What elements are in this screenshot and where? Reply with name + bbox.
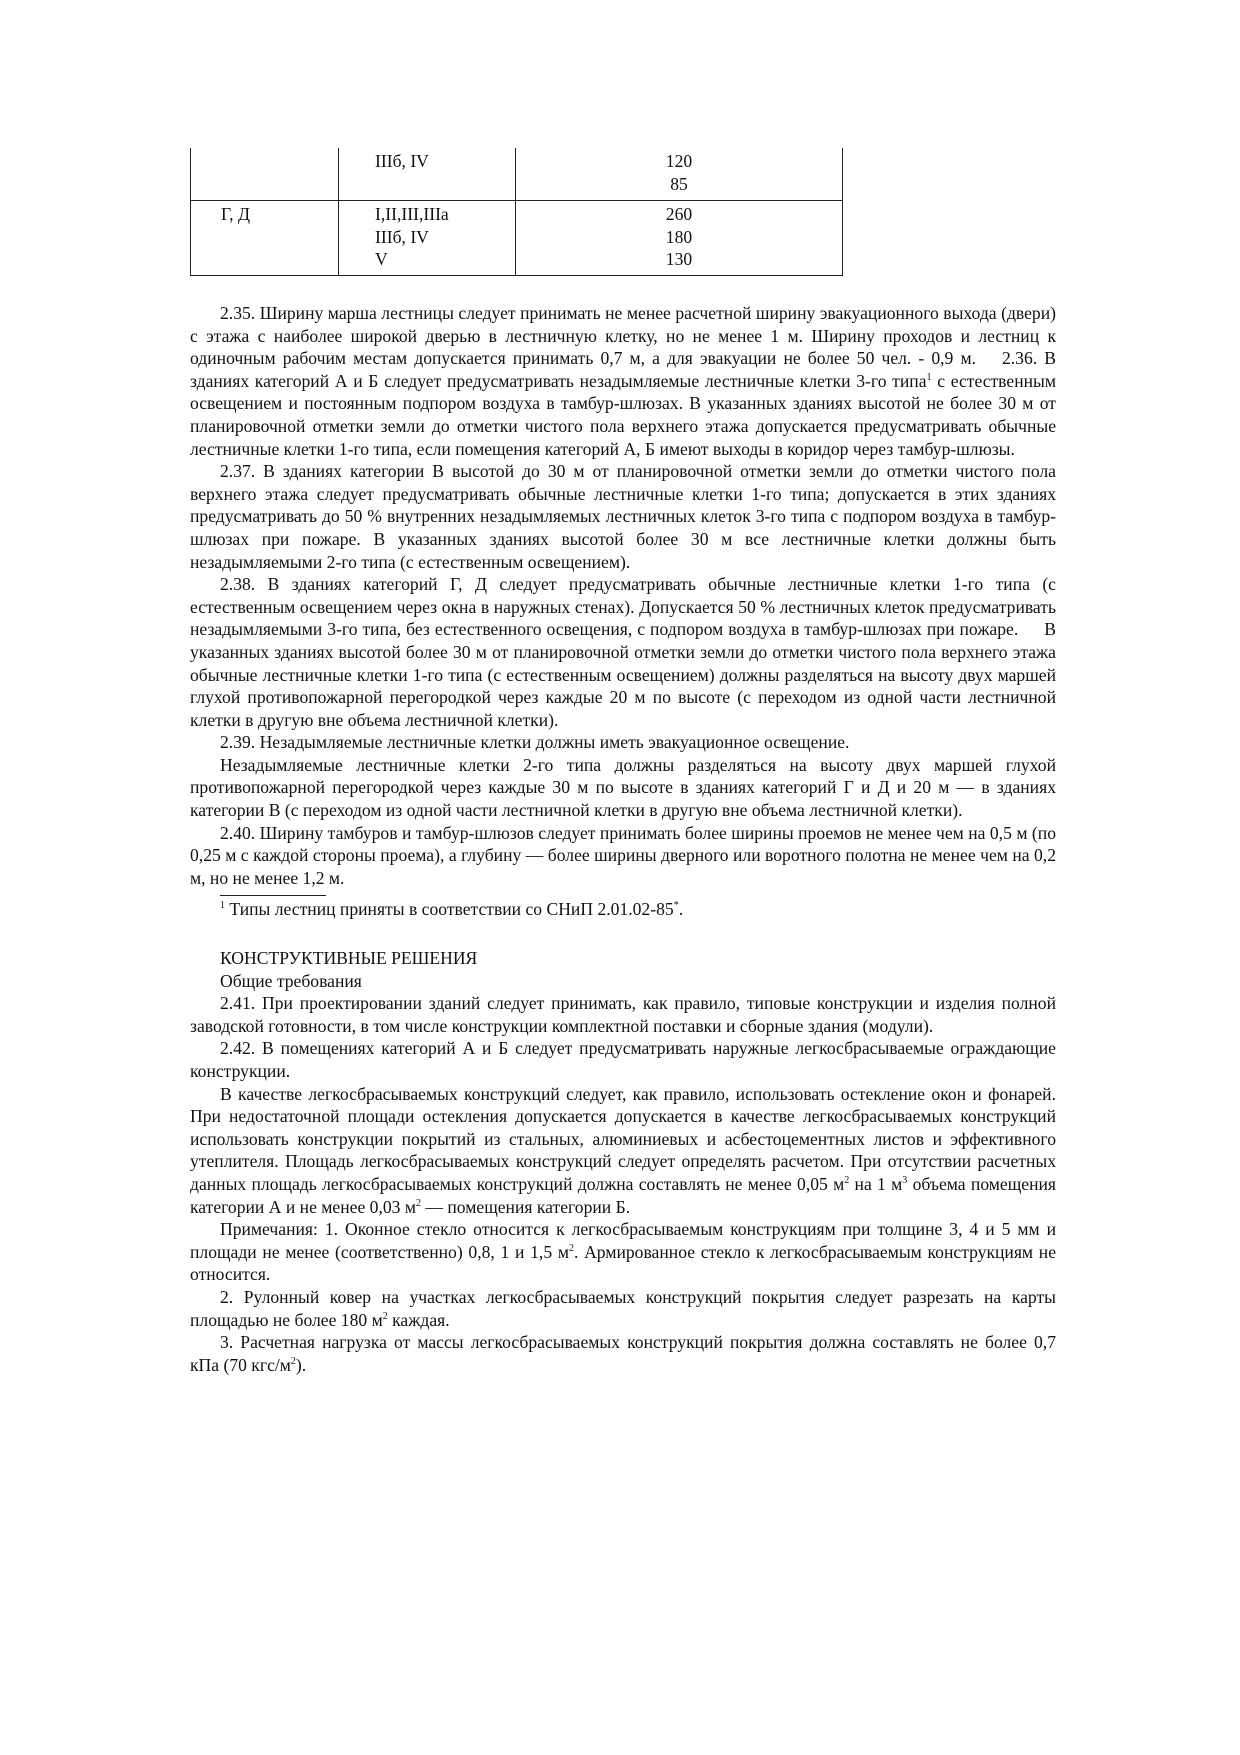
table-cell-text: IIIб, IV: [375, 151, 429, 171]
section-heading: КОНСТРУКТИВНЫЕ РЕШЕНИЯ: [220, 948, 478, 969]
paragraph-text: 2.35. Ширину марша лестницы следует принимать не менее расчетной ширину эвакуационного выхода (двери) с этажа с наиболее широкой дверью в лестничную клетку, но не менее 1 м. Ширину проходов и лестниц к одиночным рабочим местам допускается принимать 0,7 м, а для эвакуации не более 50 чел. - 0,9 м.: [190, 303, 1056, 369]
footnote-ref: 1: [926, 371, 932, 383]
table-cell-text: 260: [665, 204, 693, 224]
paragraph-text: 2. Рулонный ковер на участках легкосбрасываемых конструкций покрытия следует разрезать на карты площадью не более 180 м: [190, 1286, 1056, 1330]
superscript: 2: [415, 1197, 421, 1209]
paragraph-2-37: 2.37. В зданиях категории В высотой до 30 м от планировочной отметки земли до отметки чистого пола верхнего этажа следует предусматривать обычные лестничные клетки 1-го типа; допускается в этих зданиях предусматривать до 50 % внутренних незадымляемых лестничных клеток 3-го типа с подпором воздуха в тамбур-шлюзах при пожаре. В указанных зданиях высотой более 30 м все лестничные клетки должны быть незадымляемыми 2-го типа (с естественным освещением).: [190, 461, 1056, 572]
paragraph-text: Примечания: 1. Оконное стекло относится к легкосбрасываемым конструкциям при толщине 3, 4 и 5 мм и площади не менее (соответственно) 0,8, 1 и 1,5 м: [190, 1219, 1056, 1262]
paragraph-text: 2.36. В зданиях категорий А и Б следует предусматривать незадымляемые лестничные клетки 3-го типа: [190, 348, 1057, 391]
paragraph-2-41: 2.41. При проектировании зданий следует принимать, как правило, типовые конструкции и изделия полной заводской готовности, в том числе конструкции комплектной поставки и сборные здания (модули).: [190, 993, 1056, 1036]
paragraph-text: объема помещения категории А и не менее 0,03 м: [190, 1173, 1056, 1217]
table-cell-text: V: [375, 249, 388, 270]
paragraph-2-42: 2.42. В помещениях категорий А и Б следует предусматривать наружные легкосбрасываемые ограждающие конструкции.: [190, 1038, 1056, 1081]
note-1: [190, 1218, 1056, 1286]
continued-table: [190, 148, 843, 276]
paragraph-2-39: 2.39. Незадымляемые лестничные клетки должны иметь эвакуационное освещение.: [220, 732, 850, 753]
section-subheading: Общие требования: [220, 970, 362, 991]
table-cell-text: 180: [665, 226, 693, 247]
paragraph-2-40: 2.40. Ширину тамбуров и тамбур-шлюзов следует принимать более ширины проемов не менее чем на 0,5 м (по 0,25 м с каждой стороны проема), а глубину — более ширины дверного или воротного полотна не менее чем на 0,2 м, но не менее 1,2 м.: [190, 822, 1056, 888]
superscript: 2: [290, 1355, 296, 1367]
superscript: 3: [902, 1174, 908, 1186]
paragraph-text: 2.38. В зданиях категорий Г, Д следует предусматривать обычные лестничные клетки 1-го типа (с естественным освещением через окна в наружных стенах). Допускается 50 % лестничных клеток предусматривать незадымляемыми 3-го типа, без естественного освещения, с подпором воздуха в тамбур-шлюзах при пожаре.: [190, 574, 1056, 640]
paragraph-text: 3. Расчетная нагрузка от массы легкосбрасываемых конструкций покрытия должна составлять не более 0,7 кПа (70 кгс/м: [190, 1332, 1056, 1375]
paragraph-text: ).: [295, 1354, 307, 1375]
footnote-text: .: [678, 899, 684, 920]
paragraph-2-35: [190, 302, 1056, 460]
table-cell-category: [191, 148, 339, 201]
paragraph-2-38: [190, 573, 1056, 731]
body-text: [190, 302, 1056, 1376]
footnote: [220, 898, 1056, 921]
paragraph-text: — помещения категории Б.: [420, 1196, 631, 1217]
table-cell-value: [516, 148, 843, 201]
footnote-mark: 1: [220, 900, 225, 912]
paragraph-text: на 1 м: [849, 1173, 903, 1194]
paragraph-text: каждая.: [387, 1309, 450, 1330]
table-cell-category: [191, 201, 339, 276]
paragraph-text: с естественным освещением и постоянным подпором воздуха в тамбур-шлюзах. В указанных зданиях высотой не более 30 м от планировочной отметки земли до отметки чистого пола верхнего этажа допускается предусматривать обычные лестничные клетки 1-го типа, если помещения категорий А, Б имеют выходы в коридор через тамбур-шлюзы.: [190, 370, 1056, 459]
table-cell-text: I,II,III,IIIа: [375, 204, 449, 224]
table-cell-value: [516, 201, 843, 276]
superscript: 2: [382, 1310, 388, 1322]
paragraph-text: . Армированное стекло к легкосбрасываемым конструкциям не относится.: [190, 1241, 1057, 1285]
footnote-divider: [220, 895, 326, 896]
table-cell-fire-resistance: [339, 201, 516, 276]
footnote-star: *: [673, 900, 679, 912]
footnote-text: Типы лестниц приняты в соответствии со СНиП 2.01.02-85: [225, 899, 674, 920]
superscript: 2: [568, 1242, 574, 1254]
document-page: [190, 148, 1056, 1376]
note-2: [190, 1286, 1056, 1331]
table-cell-text: Г, Д: [221, 204, 250, 224]
table-cell-text: 85: [670, 173, 688, 194]
table-cell-text: 120: [665, 151, 693, 171]
paragraph-text: В указанных зданиях высотой более 30 м от планировочной отметки земли до отметки чистого пола верхнего этажа обычные лестничные клетки 1-го типа (с естественным освещением) должны разделяться на высоту двух маршей глухой противопожарной перегородкой через каждые 20 м по высоте (с переходом из одной части лестничной клетки в другую вне объема лестничной клетки).: [190, 619, 1056, 730]
table-cell-text: IIIб, IV: [375, 226, 429, 247]
table-row: [191, 148, 843, 201]
superscript: 2: [844, 1174, 850, 1186]
paragraph-text: В качестве легкосбрасываемых конструкций следует, как правило, использовать остекление окон и фонарей. При недостаточной площади остекления допускается допускается в качестве легкосбрасываемых конструкций использовать конструкции покрытий из стальных, алюминиевых и асбестоцементных листов и эффективного утеплителя. Площадь легкосбрасываемых конструкций следует определять расчетом. При отсутствии расчетных данных площадь легкосбрасываемых конструкций должна составлять не менее 0,05 м: [190, 1083, 1056, 1194]
note-3: [190, 1331, 1056, 1376]
paragraph-2-42-cont: [190, 1083, 1056, 1219]
table-cell-text: 130: [665, 249, 693, 270]
table-cell-fire-resistance: [339, 148, 516, 201]
table-row: [191, 201, 843, 276]
paragraph-2-39-cont: Незадымляемые лестничные клетки 2-го типа должны разделяться на высоту двух маршей глухой противопожарной перегородкой через каждые 30 м по высоте в зданиях категорий Г и Д и 20 м — в зданиях категории В (с переходом из одной части лестничной клетки в другую вне объема лестничной клетки).: [190, 754, 1056, 821]
